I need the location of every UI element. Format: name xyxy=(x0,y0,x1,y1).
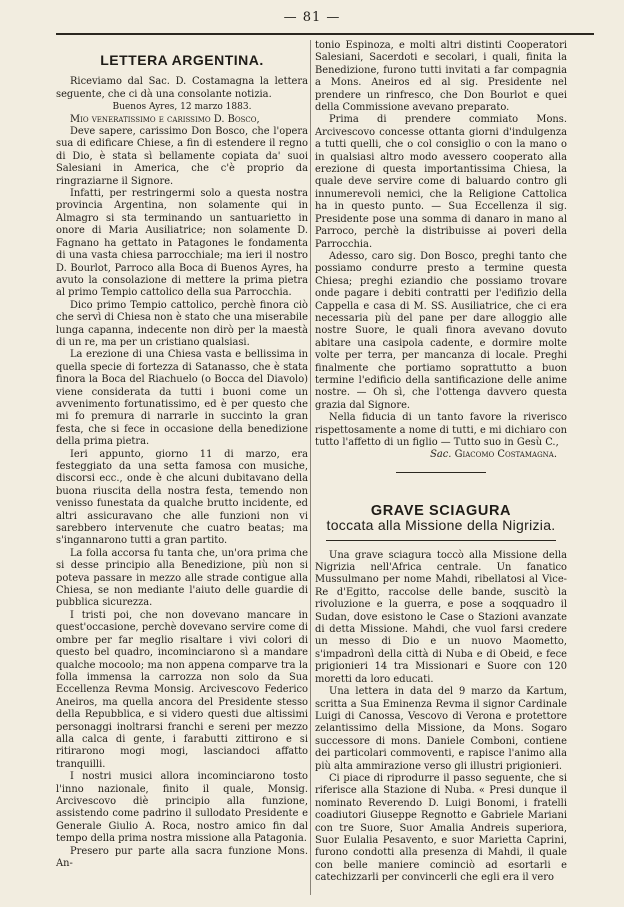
subtitle-rule xyxy=(326,540,556,541)
body-paragraph: Prima di prendere commiato Mons. Arcivescovo concesse ottanta giorni d'indulgenza a tutti quelli, che o col consiglio o con la mano o in qualsiasi altro modo avessero cooperato alla erezione di questa importantissima Chiesa, la quale deve servire come di baluardo contro gli innumerevoli nemici, che la Religione Cattolica ha in questo punto. — Sua Eccellenza il sig. Presidente pose una somma di danaro in mano al Parroco, perchè la distribuisse ai poveri della Parrocchia. xyxy=(315,114,567,250)
letter-signature xyxy=(315,449,567,461)
article-title: LETTERA ARGENTINA. xyxy=(100,52,264,68)
page-number: — 81 — xyxy=(283,10,341,25)
body-paragraph: Ci piace di riprodurre il passo seguente, che si riferisce alla Stazione di Nuba. « Presi dunque il nominato Reverendo D. Luigi Bonomi, i fratelli coadiutori Giuseppe Regnotto e Gabriele Mariani con tre Suore, Suor Amalia Andreis superiora, Suor Eulalia Pesavento, e suor Marietta Caprini, furono condotti alla presenza di Mahdi, il quale con belle maniere cominciò ad esortarli e catechizzarli per convincerli che egli era il vero xyxy=(315,772,567,884)
body-paragraph: Ieri appunto, giorno 11 di marzo, era festeggiato da una setta famosa con musiche, discorsi ecc., onde è che alcuni dubitavano della buona riuscita della nostra festa, temendo non venisso funestata da qualche brutto incidente, ed altri assicuravano che alle funzioni non vi sarebbero intervenute che cuatro beatas; ma s'ingannarono tutti a gran partito. xyxy=(56,448,308,547)
article-subtitle: toccata alla Missione della Nigrizia. xyxy=(326,517,556,534)
body-paragraph: Una lettera in data del 9 marzo da Kartum, scritta a Sua Eminenza Revma il signor Cardinale Luigi di Canossa, Vescovo di Verona e protettore zelantissimo della Missione, da Mons. Sogaro successore di mons. Daniele Comboni, contiene dei particolari commoventi, e rapisce l'animo alla più alta ammirazione verso gli illustri prigionieri. xyxy=(315,686,567,772)
salutation: Mio veneratissimo e carissimo D. Bosco, xyxy=(70,113,260,125)
signature-prefix: Sac. xyxy=(430,449,452,461)
body-paragraph: Adesso, caro sig. Don Bosco, preghi tanto che possiamo condurre presto a termine questa Chiesa; preghi eziandio che possiamo trovare onde pagare i debiti contratti per l'edifizio della Cappella e casa di M. SS. Ausiliatrice, che ci era necessaria più del pane per dare alloggio alle nostre Suore, le quali finora avevano dovuto abitare una casipola cadente, e dormire molte volte per terra, per mancanza di locale. Preghi finalmente che portiamo soprattutto a buon termine l'edificio della santificazione delle anime nostre. — Oh sì, che l'ottenga davvero questa grazia dal Signore. xyxy=(315,250,567,411)
body-paragraph: Nella fiducia di un tanto favore la riverisco rispettosamente a nome di tutti, e mi dichiaro con tutto l'affetto di un figlio — Tutto suo in Gesù C., xyxy=(315,412,567,448)
right-column xyxy=(315,40,567,885)
article-title: GRAVE SCIAGURA xyxy=(370,502,512,519)
column-divider xyxy=(310,40,311,895)
body-paragraph: Una grave sciagura toccò alla Missione della Nigrizia nell'Africa centrale. Un fanatico Mussulmano per nome Mahdi, ribellatosi al Vice-Re d'Egitto, raccolse delle bande, suscitò la rivoluzione e la guerra, e pose a soqquadro il Sudan, dove esistono le Case o Stazioni avanzate di detta Missione. Mahdi, che vuol farsi credere un messo di Dio e un nuovo Maometto, s'impadronì della città di Nuba e di Obeid, e fece prigionieri 14 tra Missionari e Suore con 120 moretti da loro educati. xyxy=(315,549,567,685)
body-paragraph: Deve sapere, carissimo Don Bosco, che l'opera sua di edificare Chiese, a fin di estendere il regno di Dio, è stata sì bellamente copiata da' suoi Salesiani in America, che c'è proprio da ringraziarne il Signore. xyxy=(56,126,308,187)
dateline: Buenos Ayres, 12 marzo 1883. xyxy=(112,102,252,113)
body-paragraph: tonio Espinoza, e molti altri distinti Cooperatori Salesiani, Sacerdoti e secolari, i quali, finita la Benedizione, furono tutti invitati a far compagnia a Mons. Aneiros ed al sig. Presidente nel prendere un rinfresco, che Don Bourlot e quei della Commissione avevano preparato. xyxy=(315,40,567,114)
intro-paragraph: Riceviamo dal Sac. D. Costamagna la lettera seguente, che ci dà una consolante notizia. xyxy=(56,76,308,100)
body-paragraph: La erezione di una Chiesa vasta e bellissima in quella specie di fortezza di Satanasso, che è stata finora la Boca del Riachuelo (o Bocca del Diavolo) viene considerata da tutti i buoni come un avvenimento fortunatissimo, ed è per questo che mi fo premura di narrarle in succinto la gran festa, che si fece in occasione della benedizione della prima pietra. xyxy=(56,349,308,448)
signature-name: Giacomo Costamagna. xyxy=(454,449,557,461)
body-paragraph: I nostri musici allora incominciarono tosto l'inno nazionale, finito il quale, Monsig. Arcivescovo diè principio alla funzione, assistendo come padrino il sullodato Presidente e Generale Giulio A. Roca, nostro amico fin dal tempo della prima nostra missione alla Patagonia. xyxy=(56,771,308,845)
body-paragraph: Presero pur parte alla sacra funzione Mons. An- xyxy=(56,845,308,869)
body-paragraph: I tristi poi, che non dovevano mancare in quest'occasione, perchè dovevano servire come di ombre per far meglio risaltare i vivi colori di questo bel quadro, incominciarono sì a mandare qualche mocoolo; ma non appena comparve tra la folla immensa la carrozza non solo da Sua Eccellenza Revma Monsig. Arcivescovo Federico Aneiros, ma quella ancora del Presidente stesso della Repubblica, e si videro questi due altissimi personaggi inoltrarsi franchi e sereni per mezzo alla calca di gente, i farabutti zittirono e si ritirarono mogi mogi, lasciandoci affatto tranquilli. xyxy=(56,609,308,770)
section-divider xyxy=(396,472,486,473)
body-paragraph: Infatti, per restringermi solo a questa nostra provincia Argentina, non solamente qui in Almagro si sta terminando un santuarietto in onore di Maria Ausiliatrice; non solamente D. Fagnano ha gettato in Patagones le fondamenta di una vasta chiesa parrocchiale; ma ieri il nostro D. Bourlot, Parroco alla Boca di Buenos Ayres, ha avuto la consolazione di mettere la prima pietra al primo Tempio cattolico della sua Parrocchia. xyxy=(56,188,308,299)
body-paragraph: La folla accorsa fu tanta che, un'ora prima che si desse principio alla Benedizione, più non si poteva passare in mezzo alle strade contigue alla Chiesa, se non mediante l'aiuto delle guardie di pubblica sicurezza. xyxy=(56,547,308,609)
body-paragraph: Dico primo Tempio cattolico, perchè finora ciò che servì di Chiesa non è stato che una miserabile lunga capanna, indecente non dirò per la maestà di un re, ma per un cristiano qualsiasi. xyxy=(56,299,308,348)
left-column xyxy=(56,40,308,870)
header-rule xyxy=(56,33,594,35)
